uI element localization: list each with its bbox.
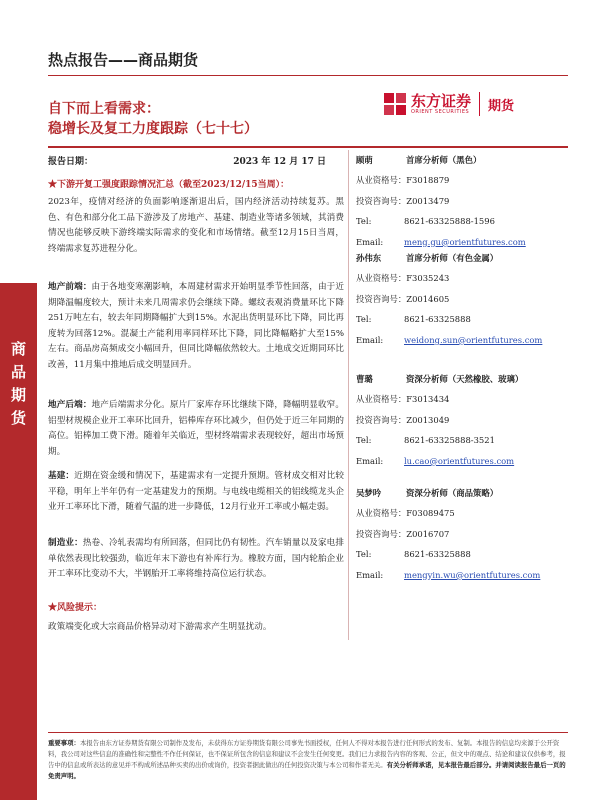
analyst-tel xyxy=(356,211,571,232)
logo-name-en: ORIENT SECURITIES xyxy=(411,108,470,115)
analyst-email xyxy=(356,451,571,472)
logo-name-cn: 东方证券 xyxy=(411,91,472,110)
field-label: 从业资格号： xyxy=(356,508,407,519)
analyst-email xyxy=(356,330,571,351)
footer-divider xyxy=(48,732,568,733)
disclaimer-lead: 重要事项： xyxy=(48,739,80,747)
analyst-investment-no xyxy=(356,191,571,212)
analyst-qualification xyxy=(356,170,571,191)
field-label: 投资咨询号： xyxy=(356,195,407,206)
analyst-name-row xyxy=(356,483,571,503)
report-title-line1: 自下而上看需求： xyxy=(48,101,160,117)
section-text: 由于各地变寒潮影响，本周建材需求开始明显季节性回落，由于近期降温幅度较大，预计未来几周需求仍会继续下降。螺纹表观消费量环比下降251万吨左右，较去年同期降幅扩大到15%。水泥出货明显环比下降，同比再度转为回落12%。混凝土产能利用率同样环比下降，同比降幅略扩大至15%左右。商品房高频成交小幅回升，但同比降幅依然较大。土地成交近期同环比改善，11月集中推地后成交明显回升。 xyxy=(48,282,344,370)
field-label: 从业资格号： xyxy=(356,273,407,284)
analyst-tel xyxy=(356,309,571,330)
field-value: F03089475 xyxy=(406,508,455,519)
logo-futures: 期货 xyxy=(488,98,515,114)
section-text: 热卷、冷轧表需均有所回落，但同比仍有韧性。汽车销量以及家电排单依然表现比较强劲，临近年末下游也有补库行为。橡胶方面，国内轮胎企业开工率环比变动不大，半钢胎开工率将维持高位运行状态。 xyxy=(48,538,344,579)
field-label: Tel: xyxy=(356,314,372,325)
analyst-card xyxy=(356,369,571,471)
field-label: Email: xyxy=(356,455,384,466)
side-label-char: 期 xyxy=(10,386,26,404)
field-value: Z0014605 xyxy=(406,293,450,304)
side-bar-label xyxy=(0,338,37,430)
section-manufacturing xyxy=(48,536,344,583)
field-value: 8621-63325888 xyxy=(404,314,471,325)
summary-heading: ★下游开复工强度跟踪情况汇总（截至2023/12/15当周）： xyxy=(48,180,290,190)
field-value: 8621-63325888-1596 xyxy=(404,216,495,227)
field-label: Tel: xyxy=(356,549,372,560)
field-value: 8621-63325888 xyxy=(404,549,471,560)
field-value: Z0016707 xyxy=(406,528,450,539)
field-label: Tel: xyxy=(356,435,372,446)
logo-divider xyxy=(479,92,480,116)
email-link[interactable]: lu.cao@orientfutures.com xyxy=(404,455,515,466)
analyst-title: 首席分析师（黑色） xyxy=(406,155,482,165)
section-real-estate-back xyxy=(48,398,344,460)
risk-heading: ★风险提示： xyxy=(48,603,103,613)
title-divider xyxy=(48,146,568,148)
side-label-char: 货 xyxy=(10,409,26,427)
date-label: 报告日期： xyxy=(48,157,94,167)
field-value: F3013434 xyxy=(406,394,450,405)
analyst-card xyxy=(356,483,571,585)
field-value: Z0013479 xyxy=(406,195,450,206)
field-label: Email: xyxy=(356,334,384,345)
analyst-tel xyxy=(356,430,571,451)
section-real-estate-front xyxy=(48,280,344,373)
analyst-qualification xyxy=(356,503,571,524)
analyst-name-row xyxy=(356,150,571,170)
field-label: 投资咨询号： xyxy=(356,414,407,425)
analyst-name: 曹璐 xyxy=(356,374,373,384)
report-title-line2: 稳增长及复工力度跟踪（七十七） xyxy=(48,121,258,137)
section-text: 近期在资金缓和情况下，基建需求有一定提升预期。管材成交相对比较平稳，明年上半年仍有一定基建发力的预期。与电线电缆相关的铝线缆龙头企业开工率环比下滑，随着气温的进一步降低，12月行业开工率或小幅走弱。 xyxy=(48,471,344,512)
field-label: 投资咨询号： xyxy=(356,528,407,539)
analyst-name: 孙伟东 xyxy=(356,253,382,263)
field-value: 8621-63325888-3521 xyxy=(404,435,495,446)
analyst-title: 资深分析师（商品策略） xyxy=(406,488,499,498)
analyst-title: 资深分析师（天然橡胶、玻璃） xyxy=(406,374,524,384)
analyst-investment-no xyxy=(356,289,571,310)
analyst-name-row xyxy=(356,369,571,389)
logo-mark-icon xyxy=(384,93,406,115)
disclaimer-text: 本报告由东方证券期货有限公司制作及发布，未获得东方证券期货有限公司事先书面授权，任何人不得对本报告进行任何形式的发布、复制。本报告的信息均来源于公开资料，我公司对这些信息的准确性和完整性不作任何保证，也不保证所包含的信息和建议不会发生任何变更。我们已力求报告内容的客观、公正，但文中的观点、结论和建议仅供参考，报告中的信息或所表达的意见并不构成所述品种买卖的出价或询价，投资者据此做出的任何投资决策与本公司和作者无关。 xyxy=(48,739,566,769)
field-label: Email: xyxy=(356,569,384,580)
email-link[interactable]: meng.gu@orientfutures.com xyxy=(404,236,526,247)
section-infrastructure xyxy=(48,469,344,516)
company-logo xyxy=(384,92,514,116)
field-label: Email: xyxy=(356,236,384,247)
field-label: 投资咨询号： xyxy=(356,293,407,304)
disclaimer xyxy=(48,738,568,782)
analyst-investment-no xyxy=(356,410,571,431)
section-lead: 制造业： xyxy=(48,538,83,548)
report-date xyxy=(48,154,338,167)
analyst-tel xyxy=(356,544,571,565)
email-link[interactable]: weidong.sun@orientfutures.com xyxy=(404,334,543,345)
analyst-qualification xyxy=(356,389,571,410)
analyst-card xyxy=(356,248,571,350)
field-value: F3035243 xyxy=(406,273,450,284)
section-text: 地产后端需求分化。原片厂家库存环比继续下降，降幅明显收窄。铝型材规模企业开工率环比回升，铝棒库存环比减少，但仍处于近三年同期的高位。铝棒加工费下滑。随着年关临近，型材终端需求表现较好，超出市场预期。 xyxy=(48,400,344,457)
analyst-name: 顾萌 xyxy=(356,155,373,165)
analyst-investment-no xyxy=(356,524,571,545)
intro-paragraph: 2023年，疫情对经济的负面影响逐渐退出后，国内经济活动持续复苏。黑色、有色和部分化工品下游涉及了房地产、基建、制造业等诸多领域，其消费情况也能够反映下游终端实际需求的变化和市场情绪。截至12月15日当周，终端需求复苏进程分化。 xyxy=(48,197,344,254)
analyst-title: 首席分析师（有色金属） xyxy=(406,253,499,263)
field-label: 从业资格号： xyxy=(356,175,407,186)
side-label-char: 品 xyxy=(10,363,26,381)
header-title: 热点报告——商品期货 xyxy=(48,51,199,69)
section-lead: 基建： xyxy=(48,471,75,481)
disclaimer-tail: 有关分析师承诺，见本报告最后部分。并请阅读报告最后一页的免责声明。 xyxy=(48,761,566,780)
field-value: F3018879 xyxy=(406,175,450,186)
header-divider xyxy=(48,75,568,76)
field-value: Z0013049 xyxy=(406,414,450,425)
field-label: Tel: xyxy=(356,216,372,227)
section-lead: 地产前端： xyxy=(48,282,92,292)
analyst-email xyxy=(356,565,571,586)
risk-text: 政策端变化或大宗商品价格异动对下游需求产生明显扰动。 xyxy=(48,622,272,632)
column-separator xyxy=(348,150,349,640)
analyst-name: 吴梦吟 xyxy=(356,488,382,498)
email-link[interactable]: mengyin.wu@orientfutures.com xyxy=(404,569,541,580)
field-label: 从业资格号： xyxy=(356,394,407,405)
analyst-qualification xyxy=(356,268,571,289)
analyst-card xyxy=(356,150,571,252)
analyst-name-row xyxy=(356,248,571,268)
date-value: 2023 年 12 月 17 日 xyxy=(233,157,326,167)
side-label-char: 商 xyxy=(10,340,26,358)
section-lead: 地产后端： xyxy=(48,400,92,410)
